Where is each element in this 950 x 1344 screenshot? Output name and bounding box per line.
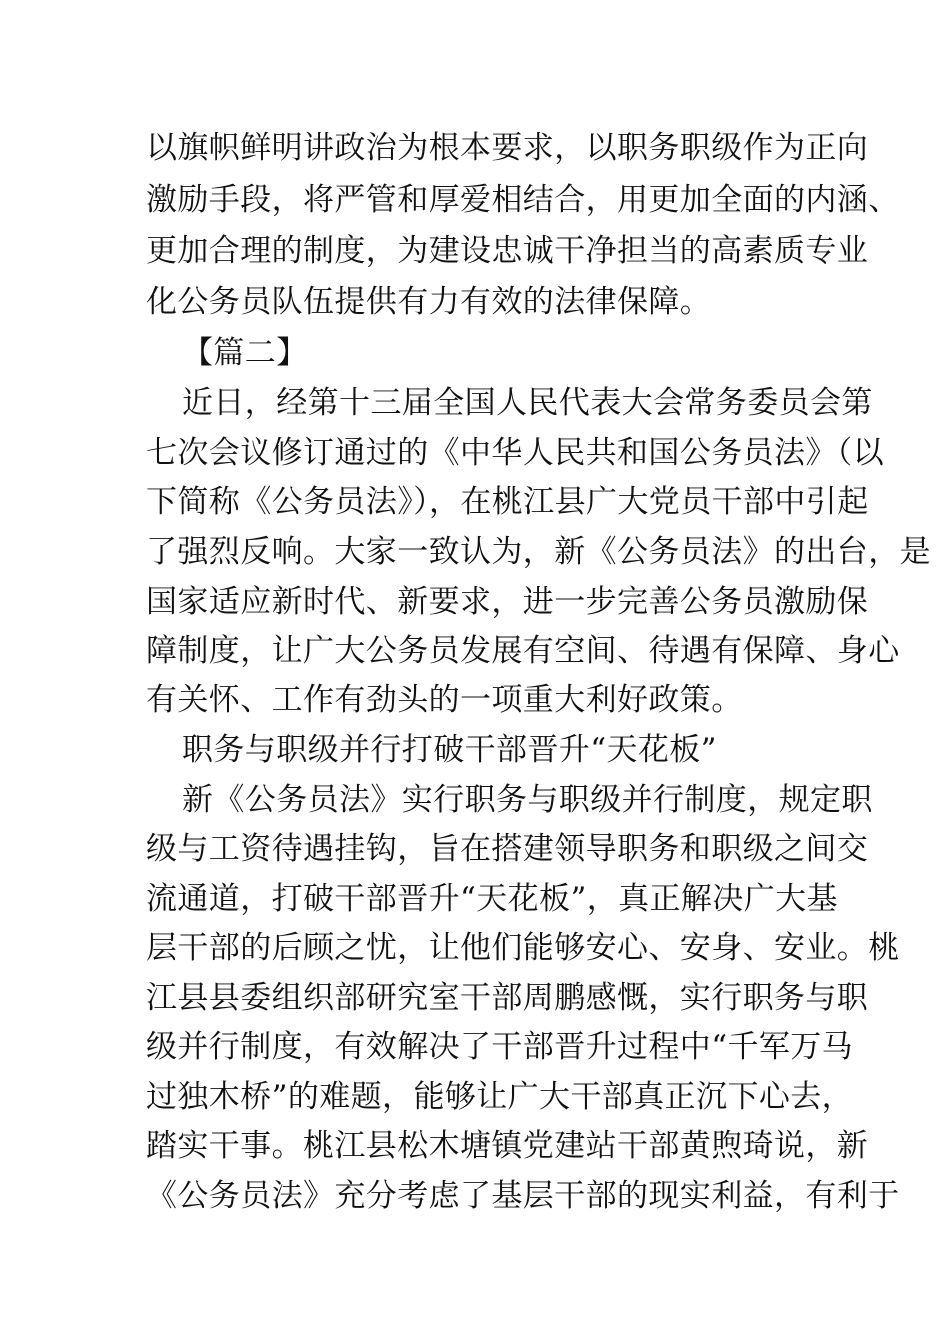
text-line: 有关怀、工作有劲头的一项重大利好政策。 [146,682,743,718]
text-line: 七次会议修订通过的《中华人民共和国公务员法》（以 [146,435,885,471]
text-line: 新《公务员法》实行职务与职级并行制度，规定职 [182,782,873,818]
text-line: 障制度，让广大公务员发展有空间、待遇有保障、身心 [146,633,900,669]
text-line: 近日，经第十三届全国人民代表大会常务委员会第 [182,385,873,421]
text-line: 化公务员队伍提供有力有效的法律保障。 [146,284,712,320]
text-line: 踏实干事。桃江县松木塘镇党建站干部黄煦琦说，新 [146,1128,869,1164]
subsection-heading: 职务与职级并行打破干部晋升“天花板” [182,732,717,768]
text-line: 流通道，打破干部晋升“天花板”，真正解决广大基 [146,881,838,917]
text-line: 激励手段，将严管和厚爱相结合，用更加全面的内涵、 [146,182,900,218]
text-line: 《公务员法》充分考虑了基层干部的现实利益，有利于 [146,1178,900,1214]
text-line: 级并行制度，有效解决了干部晋升过程中“千军万马 [146,1029,854,1065]
text-line: 过独木桥”的难题，能够让广大干部真正沉下心去， [146,1079,854,1115]
text-line: 下简称《公务员法》），在桃江县广大党员干部中引起 [146,484,869,520]
text-line: 国家适应新时代、新要求，进一步完善公务员激励保 [146,584,869,620]
text-line: 以旗帜鲜明讲政治为根本要求，以职务职级作为正向 [146,130,869,166]
text-line: 了强烈反响。大家一致认为，新《公务员法》的出台，是 [146,534,931,570]
text-line: 层干部的后顾之忧，让他们能够安心、安身、安业。桃 [146,930,900,966]
text-line: 级与工资待遇挂钩，旨在搭建领导职务和职级之间交 [146,831,869,867]
text-line: 江县县委组织部研究室干部周鹏感慨，实行职务与职 [146,980,869,1016]
section-heading: 【篇二】 [182,335,308,371]
text-line: 更加合理的制度，为建设忠诚干净担当的高素质专业 [146,233,869,269]
